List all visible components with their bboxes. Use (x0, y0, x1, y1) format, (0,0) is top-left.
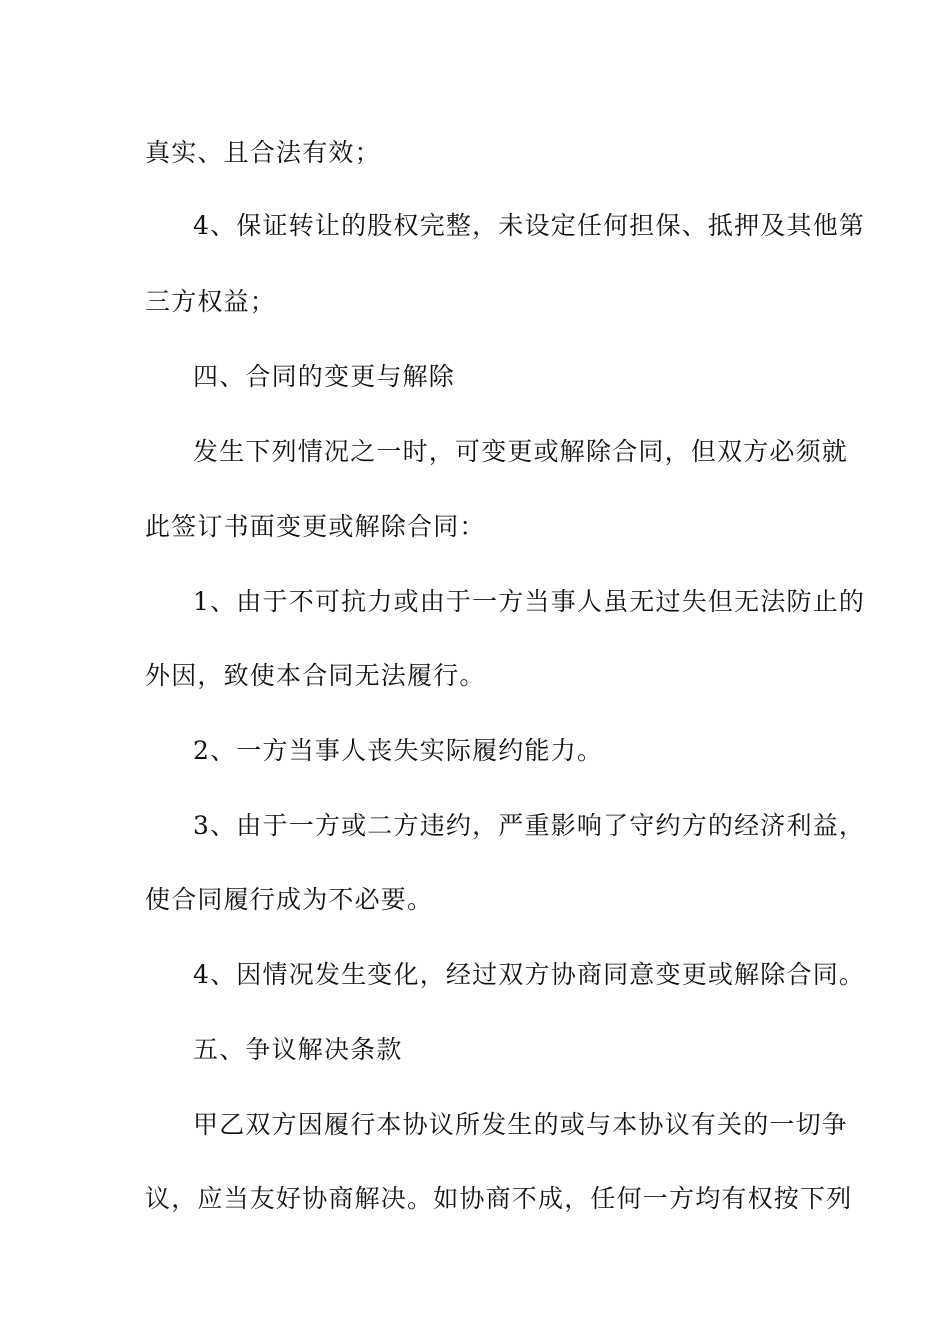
text-line: 3、由于一方或二方违约，严重影响了守约方的经济利益， (193, 811, 866, 840)
text-line: 发生下列情况之一时，可变更或解除合同，但双方必须就 (193, 437, 849, 466)
text-line: 此签订书面变更或解除合同： (145, 512, 486, 541)
text-line: 甲乙双方因履行本协议所发生的或与本协议有关的一切争 (193, 1110, 849, 1139)
text-line: 1、由于不可抗力或由于一方当事人虽无过失但无法防止的 (193, 587, 866, 616)
text-line: 外因，致使本合同无法履行。 (145, 661, 486, 690)
section-heading: 五、争议解决条款 (193, 1035, 403, 1064)
text-line: 使合同履行成为不必要。 (145, 885, 434, 914)
text-line: 议，应当友好协商解决。如协商不成，任何一方均有权按下列 (145, 1184, 853, 1213)
text-line: 三方权益； (145, 287, 277, 316)
text-line: 4、因情况发生变化，经过双方协商同意变更或解除合同。 (193, 960, 866, 989)
text-line: 真实、且合法有效； (145, 138, 381, 167)
text-line: 4、保证转让的股权完整，未设定任何担保、抵押及其他第 (193, 211, 866, 240)
section-heading: 四、合同的变更与解除 (193, 362, 456, 391)
text-line: 2、一方当事人丧失实际履约能力。 (193, 736, 604, 765)
